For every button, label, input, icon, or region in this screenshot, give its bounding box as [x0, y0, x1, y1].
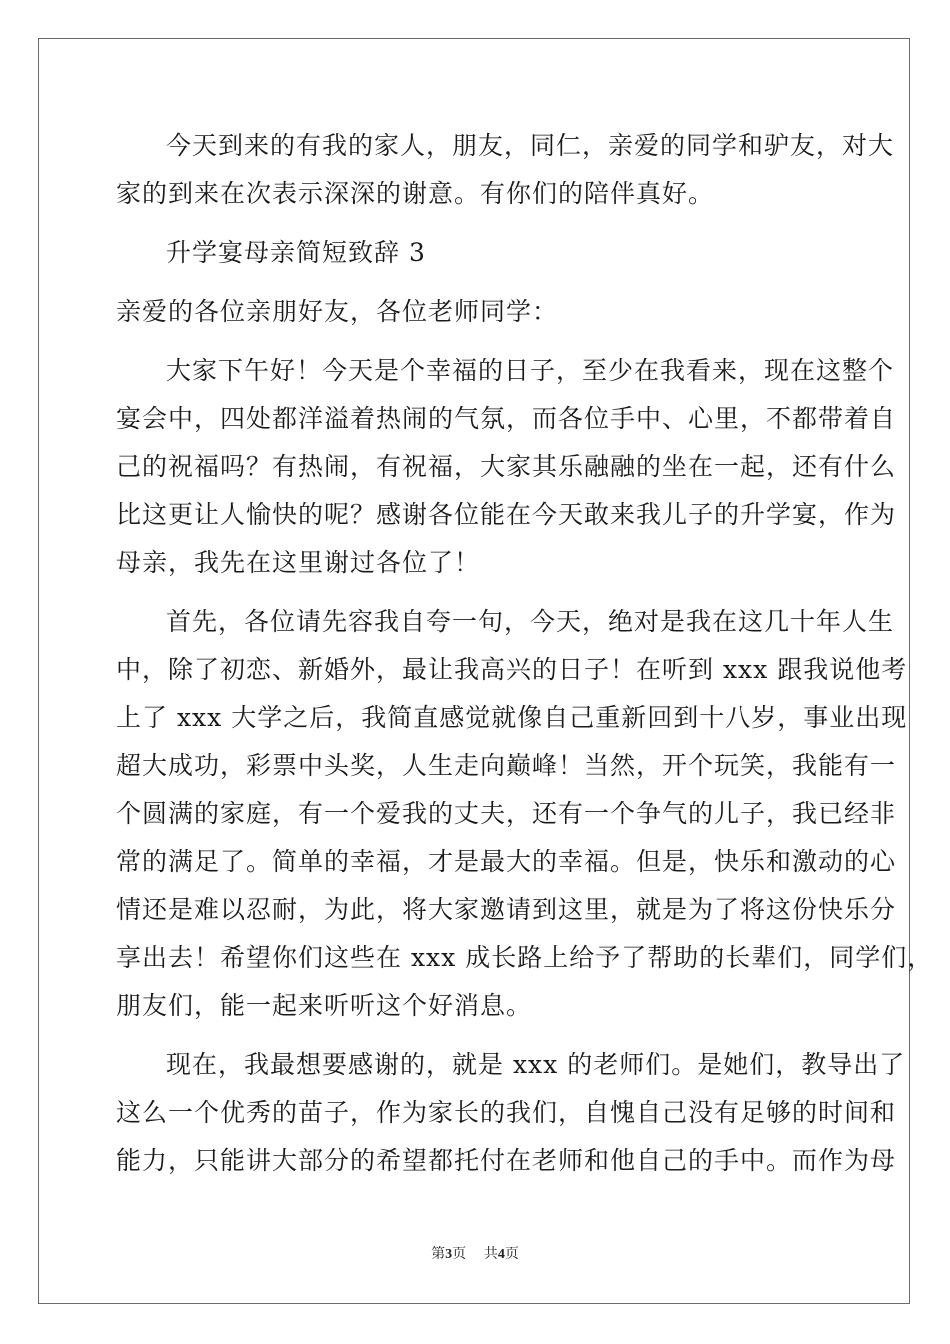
text-line: 己的祝福吗？有热闹，有祝福，大家其乐融融的坐在一起，还有什么: [116, 452, 897, 481]
text-line: 升学宴母亲简短致辞 3: [166, 238, 426, 267]
text-line: 大家下午好！今天是个幸福的日子，至少在我看来，现在这整个: [166, 356, 895, 385]
text-line: 今天到来的有我的家人，朋友，同仁，亲爱的同学和驴友，对大: [166, 131, 895, 160]
paragraph: [116, 1041, 906, 1185]
text-line: 情还是难以忍耐，为此，将大家邀请到这里，就是为了将这份快乐分: [116, 895, 897, 924]
paragraph: [116, 288, 836, 336]
paragraph-spacing: [116, 277, 836, 288]
text-line: 首先，各位请先容我自夸一句，今天，绝对是我在这几十年人生: [166, 607, 895, 636]
paragraph: [116, 347, 897, 587]
paragraph: [116, 598, 934, 1030]
paragraph-spacing: [116, 336, 836, 347]
paragraph: [116, 229, 836, 277]
text-line: 中，除了初恋、新婚外，最让我高兴的日子！在听到 xxx 跟我说他考: [116, 655, 908, 684]
page-footer: [0, 1244, 950, 1265]
footer-prefix: 第: [431, 1246, 446, 1262]
paragraph-spacing: [116, 218, 836, 229]
text-line: 享出去！希望你们这些在 xxx 成长路上给予了帮助的长辈们，同学们，: [116, 943, 934, 972]
footer-total-prefix: 共: [483, 1246, 498, 1262]
text-line: 母亲，我先在这里谢过各位了！: [116, 548, 481, 577]
paragraph-spacing: [116, 587, 836, 598]
text-line: 常的满足了。简单的幸福，才是最大的幸福。但是，快乐和激动的心: [116, 847, 897, 876]
text-line: 个圆满的家庭，有一个爱我的丈夫，还有一个争气的儿子，我已经非: [116, 799, 897, 828]
text-line: 亲爱的各位亲朋好友，各位老师同学：: [116, 297, 559, 326]
footer-page-number: 3: [445, 1247, 453, 1262]
footer-page-suffix: 页: [452, 1246, 467, 1262]
text-line: 能力，只能讲大部分的希望都托付在老师和他自己的手中。而作为母: [116, 1146, 897, 1175]
paragraph: [116, 122, 895, 218]
document-body: [116, 122, 934, 1185]
text-line: 这么一个优秀的苗子，作为家长的我们，自愧自己没有足够的时间和: [116, 1098, 897, 1127]
text-line: 朋友们，能一起来听听这个好消息。: [116, 991, 533, 1020]
footer-total-pages: 4: [497, 1247, 505, 1262]
text-line: 上了 xxx 大学之后，我简直感觉就像自己重新回到十八岁，事业出现: [116, 703, 908, 732]
text-line: 超大成功，彩票中头奖，人生走向巅峰！当然，开个玩笑，我能有一: [116, 751, 897, 780]
footer-total-suffix: 页: [504, 1246, 519, 1262]
text-line: 比这更让人愉快的呢？感谢各位能在今天敢来我儿子的升学宴，作为: [116, 500, 897, 529]
paragraph-spacing: [116, 1030, 836, 1041]
text-line: 家的到来在次表示深深的谢意。有你们的陪伴真好。: [116, 179, 715, 208]
text-line: 宴会中，四处都洋溢着热闹的气氛，而各位手中、心里，不都带着自: [116, 404, 897, 433]
text-line: 现在，我最想要感谢的，就是 xxx 的老师们。是她们，教导出了: [166, 1050, 906, 1079]
